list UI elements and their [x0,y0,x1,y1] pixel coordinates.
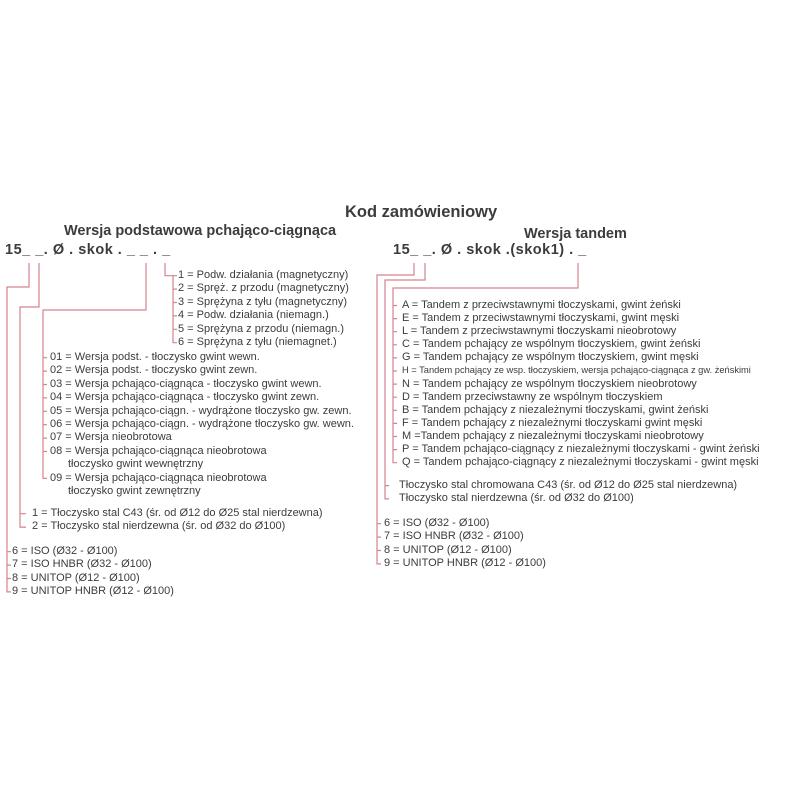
code-row-continuation: tłoczysko gwint zewnętrzny [68,484,201,497]
code-row: 04 = Wersja pchająco-ciągnąca - tłoczysko gwint zewn. [50,391,320,404]
basic-drive-type-list [178,269,349,349]
code-row: E = Tandem z przeciwstawnymi tłoczyskami, gwint męski [402,312,680,325]
code-row: 8 = UNITOP (Ø12 - Ø100) [384,543,512,556]
code-row: 02 = Wersja podst. - tłoczysko gwint zewn. [50,364,258,377]
code-row: 09 = Wersja pchająco-ciągnąca nieobrotowa [50,471,267,484]
code-row: 8 = UNITOP (Ø12 - Ø100) [12,571,140,584]
code-row-continuation: tłoczysko gwint wewnętrzny [68,458,204,471]
code-row: B = Tandem pchający z niezależnymi tłoczyskami, gwint żeński [402,403,709,416]
code-row: 06 = Wersja pchająco-ciągn. - wydrążone tłoczysko gw. wewn. [50,417,354,430]
tandem-type-list [402,299,760,469]
code-row: Tłoczysko stal nierdzewna (śr. od Ø32 do Ø100) [399,492,634,505]
connector-basic-seals [7,263,29,592]
code-row: A = Tandem z przeciwstawnymi tłoczyskami, gwint żeński [402,299,681,311]
code-row: Tłoczysko stal chromowana C43 (śr. od Ø12 do Ø25 stal nierdzewna) [399,479,738,491]
code-row: 6 = Sprężyna z tyłu (niemagnet.) [178,335,337,348]
code-row: 7 = ISO HNBR (Ø32 - Ø100) [384,530,524,543]
code-row: 1 = Tłoczysko stal C43 (śr. od Ø12 do Ø25 stal nierdzewna) [32,507,323,519]
order-code-tandem: 15_ _. Ø . skok .(skok1) . _ [393,242,587,258]
code-row: 2 = Tłoczysko stal nierdzewna (śr. od Ø32 do Ø100) [32,520,286,533]
code-row: 2 = Spręż. z przodu (magnetyczny) [178,282,349,295]
code-row: 7 = ISO HNBR (Ø32 - Ø100) [12,558,152,571]
code-row: 01 = Wersja podst. - tłoczysko gwint wewn. [50,351,260,363]
code-row: 3 = Sprężyna z tyłu (magnetyczny) [178,295,348,308]
code-row: N = Tandem pchający ze wspólnym tłoczyskiem nieobrotowy [402,377,697,390]
code-row: C = Tandem pchający ze wspólnym tłoczyskiem, gwint żeński [402,338,701,351]
basic-seal-list [12,545,174,599]
page-title: Kod zamówieniowy [345,203,498,221]
code-row: Q = Tandem pchająco-ciągnący z niezależnymi tłoczyskami - gwint męski [402,456,759,469]
code-row: 08 = Wersja pchająco-ciągnąca nieobrotowa [50,444,267,457]
connector-basic-rod [20,263,39,527]
order-code-basic: 15_ _. Ø . skok . _ _ . _ [5,242,171,258]
code-row: 1 = Podw. działania (magnetyczny) [178,269,349,281]
code-row: G = Tandem pchający ze wspólnym tłoczyskiem, gwint męski [402,351,699,364]
code-row: 6 = ISO (Ø32 - Ø100) [384,517,490,529]
code-row: F = Tandem pchający z niezależnymi tłoczyskami gwint męski [402,416,703,429]
code-row: 4 = Podw. działania (niemagn.) [178,309,329,322]
code-row: P = Tandem pchająco-ciągnący z niezależnymi tłoczyskami - gwint żeński [402,443,760,456]
code-row: L = Tandem z przeciwstawnymi tłoczyskami nieobrotowy [402,325,677,338]
code-row: 05 = Wersja pchająco-ciągn. - wydrążone tłoczysko gw. zewn. [50,404,352,417]
section-title-basic: Wersja podstawowa pchająco-ciągnąca [64,223,337,239]
connector-basic-drive [165,263,177,343]
code-row: 07 = Wersja nieobrotowa [50,431,172,444]
code-row: 9 = UNITOP HNBR (Ø12 - Ø100) [12,585,174,598]
tandem-rod-material-list [399,479,737,506]
tandem-seal-list [384,517,546,571]
basic-version-list [50,351,354,498]
code-row: D = Tandem przeciwstawny ze wspólnym tłoczyskiem [402,390,663,403]
code-row: 9 = UNITOP HNBR (Ø12 - Ø100) [384,557,546,570]
section-title-tandem: Wersja tandem [524,226,627,242]
code-row: 5 = Sprężyna z przodu (niemagn.) [178,322,345,335]
code-row: H = Tandem pchający ze wsp. tłoczyskiem, wersja pchająco-ciągnąca z gw. żeńskimi [402,365,751,376]
code-row: M =Tandem pchający z niezależnymi tłoczyskami nieobrotowy [402,429,704,442]
code-row: 6 = ISO (Ø32 - Ø100) [12,545,118,557]
basic-rod-material-list [32,507,323,534]
code-row: 03 = Wersja pchająco-ciągnąca - tłoczysko gwint wewn. [50,377,322,390]
